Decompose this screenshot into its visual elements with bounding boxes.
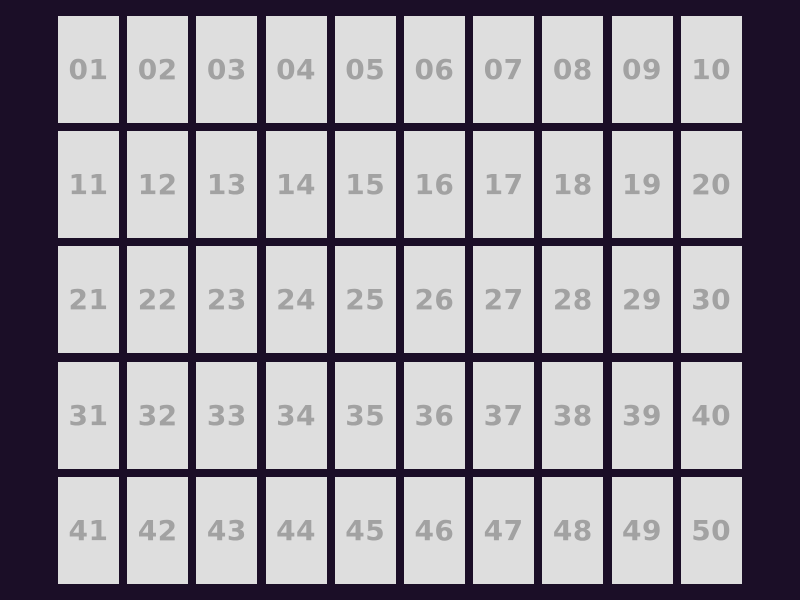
card-tile[interactable]: 27 xyxy=(473,246,534,353)
card-tile[interactable]: 47 xyxy=(473,477,534,584)
card-tile[interactable]: 46 xyxy=(404,477,465,584)
card-tile[interactable]: 24 xyxy=(266,246,327,353)
card-tile[interactable]: 38 xyxy=(542,362,603,469)
card-tile[interactable]: 40 xyxy=(681,362,742,469)
card-tile[interactable]: 22 xyxy=(127,246,188,353)
card-tile[interactable]: 29 xyxy=(612,246,673,353)
card-tile[interactable]: 21 xyxy=(58,246,119,353)
card-grid xyxy=(58,16,743,584)
card-tile[interactable]: 35 xyxy=(335,362,396,469)
card-tile[interactable]: 11 xyxy=(58,131,119,238)
card-tile[interactable]: 23 xyxy=(196,246,257,353)
card-tile[interactable]: 39 xyxy=(612,362,673,469)
card-tile[interactable]: 08 xyxy=(542,16,603,123)
card-tile[interactable]: 48 xyxy=(542,477,603,584)
card-tile[interactable]: 12 xyxy=(127,131,188,238)
card-tile[interactable]: 25 xyxy=(335,246,396,353)
card-tile[interactable]: 03 xyxy=(196,16,257,123)
card-tile[interactable]: 07 xyxy=(473,16,534,123)
card-tile[interactable]: 50 xyxy=(681,477,742,584)
card-tile[interactable]: 31 xyxy=(58,362,119,469)
card-tile[interactable]: 49 xyxy=(612,477,673,584)
card-tile[interactable]: 17 xyxy=(473,131,534,238)
card-tile[interactable]: 18 xyxy=(542,131,603,238)
card-tile[interactable]: 13 xyxy=(196,131,257,238)
card-tile[interactable]: 10 xyxy=(681,16,742,123)
card-tile[interactable]: 30 xyxy=(681,246,742,353)
card-tile[interactable]: 44 xyxy=(266,477,327,584)
card-tile[interactable]: 19 xyxy=(612,131,673,238)
card-tile[interactable]: 02 xyxy=(127,16,188,123)
card-tile[interactable]: 28 xyxy=(542,246,603,353)
card-tile[interactable]: 45 xyxy=(335,477,396,584)
card-tile[interactable]: 16 xyxy=(404,131,465,238)
card-tile[interactable]: 32 xyxy=(127,362,188,469)
card-tile[interactable]: 06 xyxy=(404,16,465,123)
card-tile[interactable]: 34 xyxy=(266,362,327,469)
card-tile[interactable]: 36 xyxy=(404,362,465,469)
card-tile[interactable]: 15 xyxy=(335,131,396,238)
card-tile[interactable]: 41 xyxy=(58,477,119,584)
card-tile[interactable]: 01 xyxy=(58,16,119,123)
card-tile[interactable]: 37 xyxy=(473,362,534,469)
card-tile[interactable]: 09 xyxy=(612,16,673,123)
card-tile[interactable]: 43 xyxy=(196,477,257,584)
card-tile[interactable]: 04 xyxy=(266,16,327,123)
card-tile[interactable]: 14 xyxy=(266,131,327,238)
card-tile[interactable]: 42 xyxy=(127,477,188,584)
card-tile[interactable]: 20 xyxy=(681,131,742,238)
card-tile[interactable]: 26 xyxy=(404,246,465,353)
card-tile[interactable]: 05 xyxy=(335,16,396,123)
card-tile[interactable]: 33 xyxy=(196,362,257,469)
